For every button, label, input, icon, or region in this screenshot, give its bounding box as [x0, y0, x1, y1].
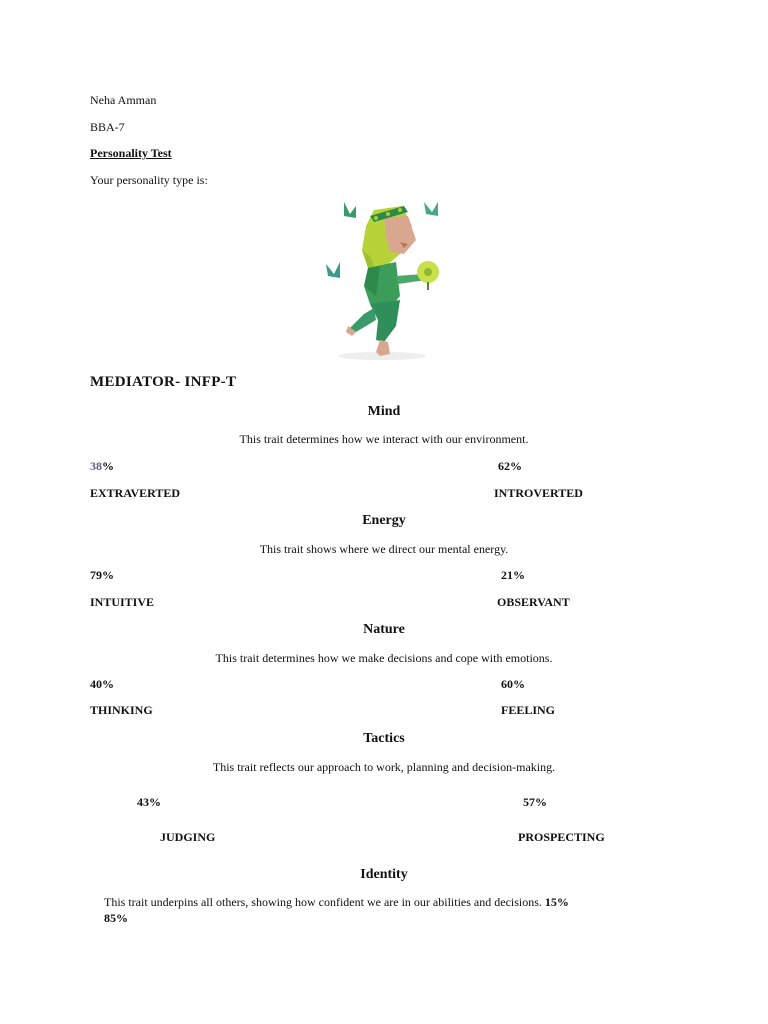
personality-type: MEDIATOR- INFP-T: [90, 374, 237, 390]
energy-left-percent: 79%: [90, 568, 114, 582]
tactics-left-label: JUDGING: [160, 830, 216, 844]
mind-left-percent-sign: %: [102, 459, 114, 473]
nature-right-label: FEELING: [501, 703, 556, 717]
mind-left-label: EXTRAVERTED: [90, 486, 181, 500]
mind-left-percent: [90, 459, 114, 474]
tactics-right-label: PROSPECTING: [518, 830, 605, 844]
identity-percent-b: 85%: [104, 911, 128, 925]
intro-text: Your personality type is:: [90, 173, 208, 187]
test-title: Personality Test: [90, 146, 172, 160]
tactics-right-percent: 57%: [523, 795, 547, 809]
identity-description-text: This trait underpins all others, showing how confident we are in our abilities and decisions.: [104, 895, 542, 909]
trait-title-nature: Nature: [363, 622, 405, 637]
nature-right-percent: 60%: [501, 677, 525, 691]
nature-left-label: THINKING: [90, 703, 153, 717]
nature-left-percent: 40%: [90, 677, 114, 691]
energy-left-label: INTUITIVE: [90, 595, 155, 609]
trait-title-tactics: Tactics: [363, 731, 405, 746]
student-class: BBA-7: [90, 120, 125, 134]
trait-title-energy: Energy: [362, 513, 406, 528]
energy-right-percent: 21%: [501, 568, 525, 582]
student-name: Neha Amman: [90, 93, 157, 107]
tactics-left-percent: 43%: [137, 795, 161, 809]
trait-description-identity: [104, 895, 569, 910]
trait-description-mind: This trait determines how we interact with our environment.: [239, 432, 529, 446]
trait-title-identity: Identity: [360, 867, 408, 882]
mediator-character-illustration: [304, 196, 466, 362]
trait-description-nature: This trait determines how we make decisions and cope with emotions.: [215, 651, 553, 665]
trait-description-tactics: This trait reflects our approach to work, planning and decision-making.: [212, 760, 556, 774]
illustration-svg: [304, 196, 466, 362]
mind-right-percent: 62%: [498, 459, 522, 473]
mind-right-label: INTROVERTED: [494, 486, 583, 500]
identity-percent-a: 15%: [544, 895, 569, 909]
trait-description-energy: This trait shows where we direct our mental energy.: [259, 542, 509, 556]
trait-title-mind: Mind: [367, 404, 401, 419]
mind-left-percent-number: 38: [90, 459, 102, 473]
energy-right-label: OBSERVANT: [497, 595, 570, 609]
